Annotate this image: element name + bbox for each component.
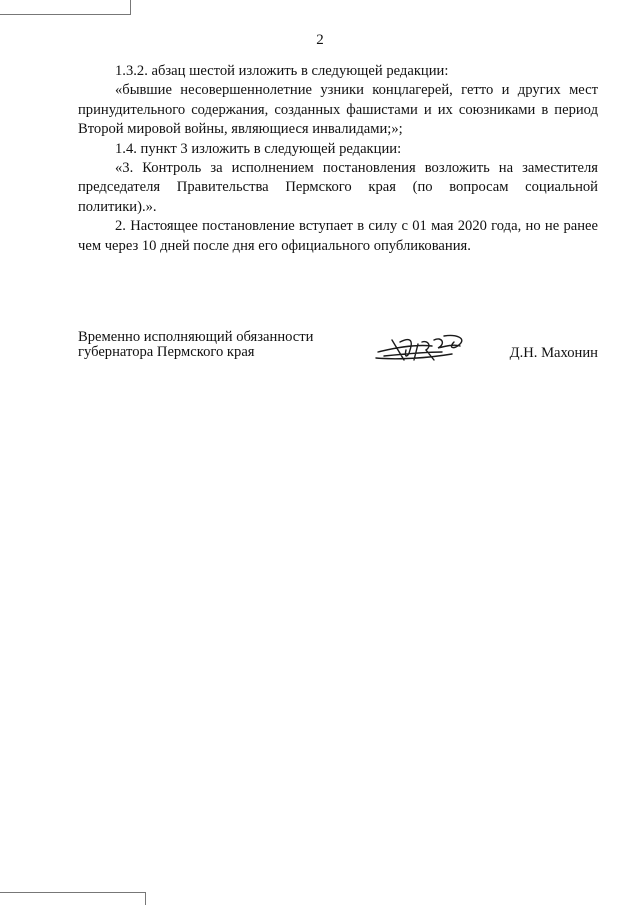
- paragraph-quote-prisoners: «бывшие несовершеннолетние узники концлагерей, гетто и других мест принудительного содержания, созданных фашистами и их союзниками в период Второй мировой войны, являющиеся инвалидами;»;: [78, 82, 598, 138]
- scan-border-bottom: [0, 892, 146, 905]
- paragraph-1-4: 1.4. пункт 3 изложить в следующей редакции:: [115, 140, 402, 157]
- signer-title: Временно исполняющий обязанности губернатора Пермского края: [78, 329, 314, 360]
- scan-border-top: [0, 0, 131, 15]
- document-body: [78, 62, 598, 256]
- signature-block: [78, 330, 598, 370]
- signer-name: Д.Н. Махонин: [509, 345, 598, 361]
- paragraph-effective-date: 2. Настоящее постановление вступает в силу с 01 мая 2020 года, но не ранее чем через 10 дней после дня его официального опубликования.: [78, 218, 598, 254]
- handwritten-signature: [374, 330, 474, 366]
- page-number: 2: [316, 32, 324, 48]
- paragraph-quote-control: «3. Контроль за исполнением постановления возложить на заместителя председателя Правительства Пермского края (по вопросам социальной политики).».: [78, 160, 598, 215]
- paragraph-1-3-2: 1.3.2. абзац шестой изложить в следующей редакции:: [115, 63, 449, 79]
